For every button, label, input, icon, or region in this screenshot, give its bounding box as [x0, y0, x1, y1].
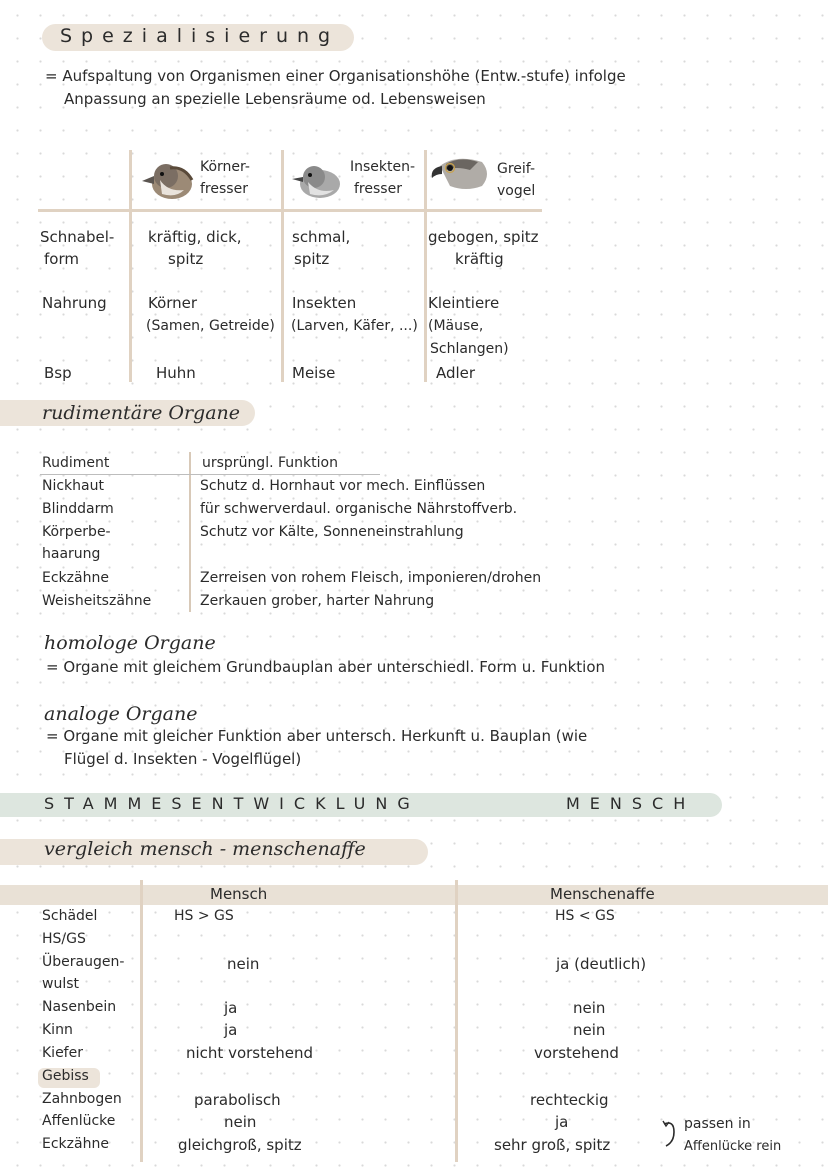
rudiment-function: Zerkauen grober, harter Nahrung: [200, 593, 435, 609]
definition-line-1: = Aufspaltung von Organismen einer Organisationshöhe (Entw.-stufe) infolge: [45, 67, 626, 85]
homolog-definition: = Organe mit gleichem Grundbauplan aber unterschiedl. Form u. Funktion: [46, 658, 606, 676]
rudiment-function: Zerreisen von rohem Fleisch, imponieren/drohen: [200, 570, 542, 586]
table-divider: [189, 452, 191, 612]
col-header-mensch: Mensch: [210, 885, 268, 903]
cell-text: Kleintiere: [428, 294, 500, 312]
section-title-rudimentaere-organe: rudimentäre Organe: [42, 402, 241, 424]
mensch-value: ja: [224, 1021, 238, 1039]
table-divider: [129, 150, 132, 382]
affe-value: sehr groß, spitz: [494, 1136, 611, 1154]
rudiment-function: Schutz vor Kälte, Sonneneinstrahlung: [200, 524, 464, 540]
col-header-insektenfresser-1: Insekten-: [350, 159, 416, 175]
rudiment-name: Blinddarm: [42, 501, 114, 517]
col-header-insektenfresser-2: fresser: [354, 181, 402, 197]
affe-value: ja (deutlich): [556, 955, 647, 973]
mensch-value: gleichgroß, spitz: [178, 1136, 302, 1154]
col-header-greifvogel-1: Greif-: [497, 161, 536, 177]
curved-arrow-icon: [660, 1116, 680, 1152]
rudiment-name: Körperbe-: [42, 524, 111, 540]
col-header-menschenaffe: Menschenaffe: [550, 885, 655, 903]
mensch-value: parabolisch: [194, 1091, 281, 1109]
compare-label: Affenlücke: [42, 1113, 116, 1129]
mensch-value: nicht vorstehend: [186, 1044, 313, 1062]
section-title-mensch: MENSCH: [566, 794, 696, 813]
compare-label: HS/GS: [42, 931, 86, 947]
sparrow-icon: [140, 158, 198, 204]
cell-text: Huhn: [156, 364, 196, 382]
cell-text: (Mäuse,: [428, 318, 484, 334]
rudiment-name: Weisheitszähne: [42, 593, 152, 609]
affe-value: nein: [573, 999, 606, 1017]
header-underline: [40, 474, 380, 475]
rudiment-function: für schwerverdaul. organische Nährstoffverb.: [200, 501, 518, 517]
cell-text: spitz: [294, 250, 330, 268]
col-header-kornerfresser-2: fresser: [200, 181, 248, 197]
cell-text: Adler: [436, 364, 476, 382]
cell-text: kräftig, dick,: [148, 228, 242, 246]
cell-text: gebogen, spitz: [428, 228, 539, 246]
cell-text: kräftig: [455, 250, 504, 268]
row-label-schnabelform-1: Schnabel-: [40, 228, 115, 246]
cell-text: Schlangen): [430, 341, 509, 357]
section-title-vergleich: vergleich mensch - menschenaffe: [44, 838, 366, 860]
mensch-value: nein: [224, 1113, 257, 1131]
section-title-stammesentwicklung: STAMMESENTWICKLUNG: [44, 794, 420, 813]
table-divider: [281, 150, 284, 382]
affe-value: nein: [573, 1021, 606, 1039]
definition-line-2: Anpassung an spezielle Lebensräume od. Lebensweisen: [64, 90, 486, 108]
row-label-nahrung: Nahrung: [42, 294, 107, 312]
compare-label: Eckzähne: [42, 1136, 109, 1152]
mensch-value: HS > GS: [174, 908, 234, 924]
cell-text: Körner: [148, 294, 198, 312]
compare-label: Kinn: [42, 1022, 73, 1038]
section-title-analoge-organe: analoge Organe: [44, 703, 198, 725]
table-header-band: [0, 885, 828, 905]
analog-definition-2: Flügel d. Insekten - Vogelflügel): [64, 750, 302, 768]
compare-label: Nasenbein: [42, 999, 117, 1015]
cell-text: spitz: [168, 250, 204, 268]
rudiment-name: haarung: [42, 546, 101, 562]
col-header-greifvogel-2: vogel: [497, 183, 536, 199]
mensch-value: nein: [227, 955, 260, 973]
affe-value: rechteckig: [530, 1091, 609, 1109]
compare-label: wulst: [42, 976, 79, 992]
cell-text: Meise: [292, 364, 336, 382]
side-note-line-2: Affenlücke rein: [684, 1139, 782, 1154]
cell-text: (Larven, Käfer, ...): [291, 318, 418, 334]
rudiment-header-left: Rudiment: [42, 455, 110, 471]
compare-label: Kiefer: [42, 1045, 83, 1061]
rudiment-name: Eckzähne: [42, 570, 109, 586]
section-title-spezialisierung: Spezialisierung: [60, 25, 340, 47]
analog-definition-1: = Organe mit gleicher Funktion aber untersch. Herkunft u. Bauplan (wie: [46, 727, 588, 745]
cell-text: Insekten: [292, 294, 357, 312]
section-title-homologe-organe: homologe Organe: [44, 632, 216, 654]
side-note-line-1: passen in: [684, 1116, 751, 1132]
row-label-schnabelform-2: form: [44, 250, 79, 268]
col-header-kornerfresser-1: Körner-: [200, 159, 250, 175]
compare-label: Zahnbogen: [42, 1091, 122, 1107]
row-label-bsp: Bsp: [44, 364, 72, 382]
mensch-value: ja: [224, 999, 238, 1017]
table-divider: [455, 880, 458, 1162]
cell-text: schmal,: [292, 228, 351, 246]
affe-value: HS < GS: [555, 908, 615, 924]
compare-label: Überaugen-: [42, 954, 125, 970]
rudiment-function: Schutz d. Hornhaut vor mech. Einflüssen: [200, 478, 486, 494]
rudiment-name: Nickhaut: [42, 478, 104, 494]
affe-value: vorstehend: [534, 1044, 619, 1062]
compare-label: Schädel: [42, 908, 98, 924]
falcon-icon: [426, 152, 494, 194]
affe-value: ja: [555, 1113, 569, 1131]
cell-text: (Samen, Getreide): [146, 318, 275, 334]
table-divider: [140, 880, 143, 1162]
rudiment-header-right: ursprüngl. Funktion: [202, 455, 338, 471]
table-header-line: [38, 209, 542, 212]
compare-label-gebiss: Gebiss: [42, 1068, 89, 1084]
tit-icon: [290, 160, 346, 202]
